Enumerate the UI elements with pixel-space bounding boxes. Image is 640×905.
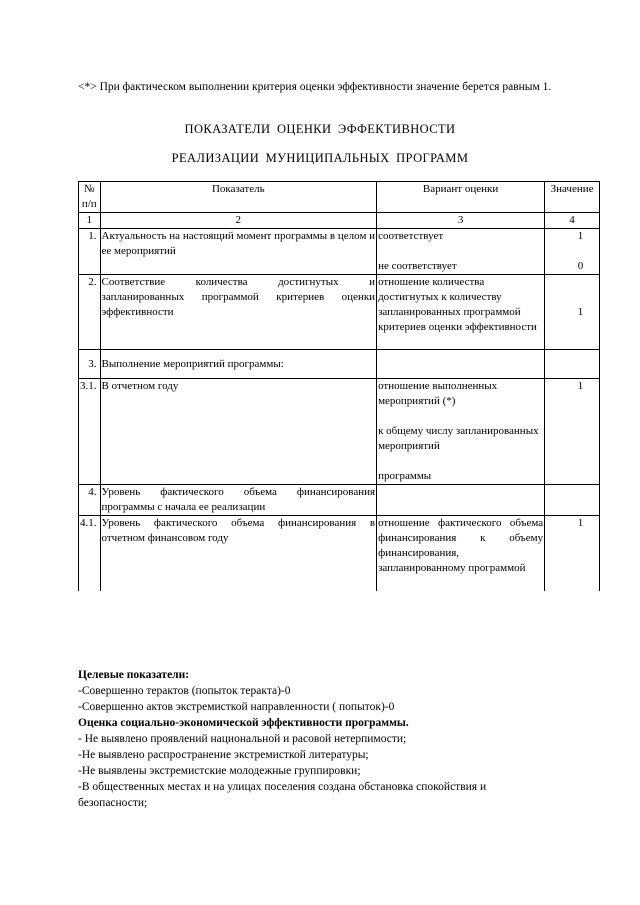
header-variant: Вариант оценки — [377, 182, 545, 213]
row-value — [545, 229, 600, 275]
row-variant — [377, 229, 545, 275]
row-num: 2. — [79, 275, 101, 350]
variant-option: соответствует — [378, 230, 444, 242]
col-number: 1 — [79, 213, 101, 229]
row-variant: отношение фактического объема финансирования к объему финансирования, запланированному программой — [377, 516, 545, 592]
col-number: 4 — [545, 213, 600, 229]
col-number: 3 — [377, 213, 545, 229]
assessment-item: -Не выявлено распространение экстремисткой литературы; — [78, 749, 369, 761]
page-title-line-1: ПОКАЗАТЕЛИ ОЦЕНКИ ЭФФЕКТИВНОСТИ — [184, 122, 456, 136]
assessment-item: - Не выявлено проявлений национальной и расовой нетерпимости; — [78, 733, 407, 745]
results-section — [78, 667, 548, 811]
table-row — [79, 516, 600, 592]
table-row — [79, 350, 600, 379]
table-row — [79, 485, 600, 516]
header-num: № п/п — [79, 182, 101, 213]
column-number-row — [79, 213, 600, 229]
row-num: 3.1. — [79, 379, 101, 485]
assessment-item: -В общественных местах и на улицах поселения создана обстановка спокойствия и безопасности; — [78, 781, 487, 809]
value-option: 0 — [577, 260, 584, 272]
targets-heading: Целевые показатели: — [78, 669, 190, 681]
variant-part: к общему числу запланированных мероприятий — [378, 425, 539, 452]
table-row — [79, 379, 600, 485]
variant-part: программы — [378, 470, 432, 482]
row-num: 4. — [79, 485, 101, 516]
row-num: 1. — [79, 229, 101, 275]
row-indicator: Уровень фактического объема финансирования в отчетном финансовом году — [100, 516, 377, 592]
indicators-table — [78, 181, 600, 591]
header-value: Значение — [545, 182, 600, 213]
row-indicator: Актуальность на настоящий момент программы в целом и ее мероприятий — [100, 229, 377, 275]
target-item: -Совершенно актов экстремисткой направленности ( попыток)-0 — [78, 701, 395, 713]
row-value: 1 — [545, 516, 600, 592]
table-row — [79, 229, 600, 275]
row-indicator: Выполнение мероприятий программы: — [100, 350, 377, 379]
row-value: 1 — [545, 275, 600, 350]
row-indicator: Соответствие количества достигнутых и запланированных программой критериев оценки эффективности — [100, 275, 377, 350]
target-item: -Совершенно терактов (попыток теракта)-0 — [78, 685, 291, 697]
footnote: <*> При фактическом выполнении критерия оценки эффективности значение берется равным 1. — [78, 81, 552, 93]
row-num: 4.1. — [79, 516, 101, 592]
value-option: 1 — [577, 230, 584, 242]
row-value: 1 — [545, 379, 600, 485]
assessment-heading: Оценка социально-экономической эффективности программы. — [78, 717, 409, 729]
row-variant — [377, 379, 545, 485]
table-header-row — [79, 182, 600, 213]
assessment-item: -Не выявлены экстремистские молодежные группировки; — [78, 765, 361, 777]
row-indicator: В отчетном году — [100, 379, 377, 485]
col-number: 2 — [100, 213, 377, 229]
table-row — [79, 275, 600, 350]
row-variant: отношение количества достигнутых к количеству запланированных программой критериев оценки эффективности — [377, 275, 545, 350]
page-title-line-2: РЕАЛИЗАЦИИ МУНИЦИПАЛЬНЫХ ПРОГРАММ — [171, 151, 469, 165]
variant-option: не соответствует — [378, 260, 457, 272]
row-num: 3. — [79, 350, 101, 379]
header-indicator: Показатель — [100, 182, 377, 213]
row-indicator: Уровень фактического объема финансирования программы с начала ее реализации — [100, 485, 377, 516]
variant-part: отношение выполненных мероприятий (*) — [378, 380, 498, 407]
